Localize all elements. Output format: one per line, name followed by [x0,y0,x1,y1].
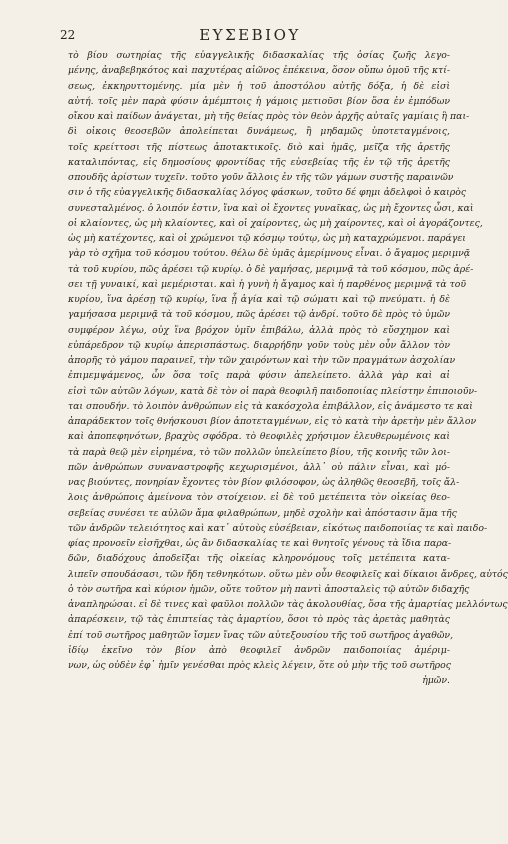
text-line: γὰρ τὸ σχῆμα τοῦ κόσμου τούτου. θέλω δὲ ὑμᾶς ἀμερίμνους εἶναι. ὁ ἄγαμος μεριμνᾷ [68,248,471,260]
text-line: ἐπί τοῦ σωτῆρος μαθητῶν ἴσμεν ἴνας τῶν αὐτεξουσίου τῆς τοῦ σωτῆρος ἀγαθῶν, [68,629,454,641]
text-line: μένης, ἀναβεβηκότος καὶ παχυτέρας αἰῶνος ἐπέκεινα, ὅσον οὔπω ὁμοῦ τῆς κτί- [68,65,450,77]
text-line: ἐπιμεμψάμενος, ὧν ὅσα τοῖς παρὰ φύσιν ἀπελείπετο. ἀλλὰ γὰρ καὶ αἱ [68,370,450,382]
page-header [60,28,440,48]
text-line: δῶν, διαδόχους ἀποδεῖξαι τῆς οἰκείας κληρονόμους τοῖς μετέπειτα κατα- [68,553,450,565]
text-line: τὸ βίου σωτηρίας τῆς εὐαγγελικῆς διδασκαλίας τῆς ὁσίας ζωῆς λεγο- [68,50,450,61]
text-line: τὰ παρὰ θεῷ μὲν εἰρημένα, τὸ τῶν πολλῶν ὑπελείπετο βίου, τῆς κοινῆς τῶν λοι- [68,446,450,458]
text-line: πῶν ἀνθρώπων συναναστροφῆς κεχωρισμένοι, ἀλλ᾽ οὐ πάλιν εἶναι, καὶ μό- [68,461,450,473]
text-line: ὡς μὴ κατέχοντες, καὶ οἱ χρώμενοι τῷ κόσμῳ τούτῳ, ὡς μὴ καταχρώμενοι. παράγει [68,233,466,244]
text-line: αὐτή. τοῖς μὲν παρὰ φύσιν ἀμέμπτοις ἡ γάμοις μετιοῦσι βίον ὅσα ἐν ἐμπόδων [68,95,450,107]
text-line: συμφέρον λέγω, οὐχ ἵνα βρόχον ὑμῖν ἐπιβάλω, ἀλλὰ πρὸς τὸ εὔσχημον καὶ [68,324,450,336]
text-line: ἡμῶν. [422,675,450,687]
text-line: γαμήσασα μεριμνᾷ τὰ τοῦ κόσμου, πῶς ἀρέσει τῷ ἀνδρί. τοῦτο δὲ πρὸς τὸ ὑμῶν [68,309,450,321]
text-line: ὁ τὸν σωτῆρα καὶ κύριον ἡμῶν, οὔτε τοῦτον μὴ παντὶ ἀποσταλεὶς τῷ αὐτῶν διδαχῆς [68,583,470,595]
page-number: 22 [60,28,76,42]
text-line: νας βιούντες, πονηρίαν ἔχοντες τὸν βίον φιλόσοφον, ὡς ἀληθῶς θεοσεβῆ, τοῖς ἄλ- [68,477,460,488]
text-line: νων, ὡς οὐδὲν ἐφ᾽ ἡμῖν γενέσθαι πρὸς κλεὶς λέγειν, ὅτε οὐ μὴν τῆς τοῦ σωτῆρος [68,660,451,671]
text-line: οἴκου καὶ παίδων ἀνάγεται, μὴ τῆς θείας πρὸς τὸν θεὸν ἀρχῆς αὐταῖς γαμίαις ἢ παι- [68,111,470,122]
text-line: ται σπουδήν. τὸ λοιπὸν ἀνθρώπων εἰς τὰ κακόσχολα ἐπιβάλλον, εἰς ἀνάμεστο τε καὶ [68,400,473,412]
text-line: σπουδῆς ἀρίστων τυχεῖν. τοῦτο γοῦν ἄλλοις ἐν τῆς τῶν γάμων συστῆς παραινῶν [68,172,454,183]
text-line: δὶ οἰκοις θεοσεβῶν ἀπολείπεται δυνάμεως, ἢ μηδαμῶς ὑποτεταγμένοις, [68,126,450,138]
text-line: καταλιπόντας, εἰς δημοσίους φροντίδας τῆς εὐσεβείας τῆς ἐν τῷ τῆς ἀρετῆς [68,156,450,168]
text-line: τὰ τοῦ κυρίου, πῶς ἀρέσει τῷ κυρίῳ. ὁ δὲ γαμήσας, μεριμνᾷ τὰ τοῦ κόσμου, πῶς ἀρέ- [68,263,474,275]
text-line: λιπεῖν σπουδάσασι, τῶν ἤδη τεθνηκότων. οὕτω μὲν οὖν θεοφιλεῖς καὶ δίκαιοι ἄνδρες, αὐτός [68,568,508,580]
text-line: συνεσταλμένος. ὁ λοιπόν ἐστιν, ἵνα καὶ οἱ ἔχοντες γυναῖκας, ὡς μὴ ἔχοντες ὦσι, καὶ [68,202,474,214]
body-text [68,48,508,689]
text-line: λοις ἀνθρώποις ἀμείνονα τὸν στοίχειον. εἰ δὲ τοῦ μετέπειτα τὸν οἰκείας θεο- [68,492,450,504]
text-line: κυρίου, ἵνα ἀρέσῃ τῷ κυρίῳ, ἵνα ᾖ ἁγία καὶ τῷ σώματι καὶ τῷ πνεύματι. ἡ δὲ [68,294,450,305]
text-line: φίας προνοεῖν εἰσῆχθαι, ὡς ἂν διδασκαλίας τε καὶ θνητοῖς γένους τὰ ἴδια παρα- [68,538,452,549]
text-line: οἱ κλαίοντες, ὡς μὴ κλαίοντες, καὶ οἱ χαίροντες, ὡς μὴ χαίροντες, καὶ οἱ ἀγοράζοντες, [68,217,483,229]
text-line: καὶ ἀποπεφηνότων, βραχὺς σφόδρα. τὸ θεοφιλὲς χρήσιμον ἐλευθερωμένοις καὶ [68,431,450,443]
text-line: τῶν ἀνδρῶν τελειότητος καὶ κατ᾽ αὐτοὺς εὐσέβειαν, εἰκότως παιδοποιίας τε καὶ παιδο- [68,522,488,534]
text-line: εἰσὶ τῶν αὐτῶν λόγων, κατὰ δὲ τὸν οἱ παρὰ θεοφιλῆ παιδοποιίας πλείστην ἐπιποιοῦν- [68,385,478,397]
text-line: ἰδίῳ ἐκεῖνο τὸν βίον ἀπὸ θεοφιλεῖ ἀνδρῶν παιδοποιίας ἀμέριμ- [68,644,450,656]
text-line: ἀπαράδεκτον τοῖς θνήσκουσι βίον ἀποτεταγμένων, εἰς τὸ κατὰ τὴν ἀρετὴν μὲν ἄλλον [68,416,477,427]
text-line: ἀπαρέσκειν, τῷ τὰς ἐπιπτείας τὰς ἁμαρτίου, ὅσοι τὸ πρὸς τὰς ἀρετὰς μαθητὰς [68,614,450,626]
text-line: εὐπάρεδρον τῷ κυρίῳ ἀπερισπάστως. διαρρήδην γοῦν τοὺς μὲν οὖν ἄλλον τὸν [68,339,450,351]
running-title: ΕΥΣΕΒΙΟΥ [199,26,301,44]
text-line: ἀπορῆς τὸ γάμου παραινεῖ, τὴν τῶν χαιρόντων καὶ τὴν τῶν πραγμάτων ἀσχολίαν [68,355,456,366]
text-line: σιν ὁ τῆς εὐαγγελικῆς διδασκαλίας λόγος φάσκων, τοῦτο δέ φημι ἀδελφοὶ ὁ καιρὸς [68,187,467,199]
text-line: σεβείας συνέσει τε αὐλῶν ἄμα φιλαθρώπων, μηδὲ σχολὴν καὶ ἀπόστασιν ἅμα τῆς [68,507,457,519]
text-line: σεως, ἐκκηρυττομένης. μία μὲν ἡ τοῦ ἀποστόλου αὐτῆς δόξα, ἡ δὲ εἰσὶ [68,80,450,92]
text-line: τοῖς κρείττοσι τῆς πίστεως ἀποτακτικοῖς. διὸ καὶ ἡμᾶς, μεῖζα τῆς ἀρετῆς [68,141,450,153]
text-line: ἀναπληρώσαι. εἰ δὲ τινες καὶ φαῦλοι πολλῶν τὰς ἀκολουθίας, ὅσα τῆς ἀμαρτίας μελλόντως [68,599,508,610]
text-line: σει τῇ γυναικί, καὶ μεμέρισται. καὶ ἡ γυνὴ ἡ ἄγαμος καὶ ἡ παρθένος μεριμνᾷ τὰ τοῦ [68,278,467,290]
